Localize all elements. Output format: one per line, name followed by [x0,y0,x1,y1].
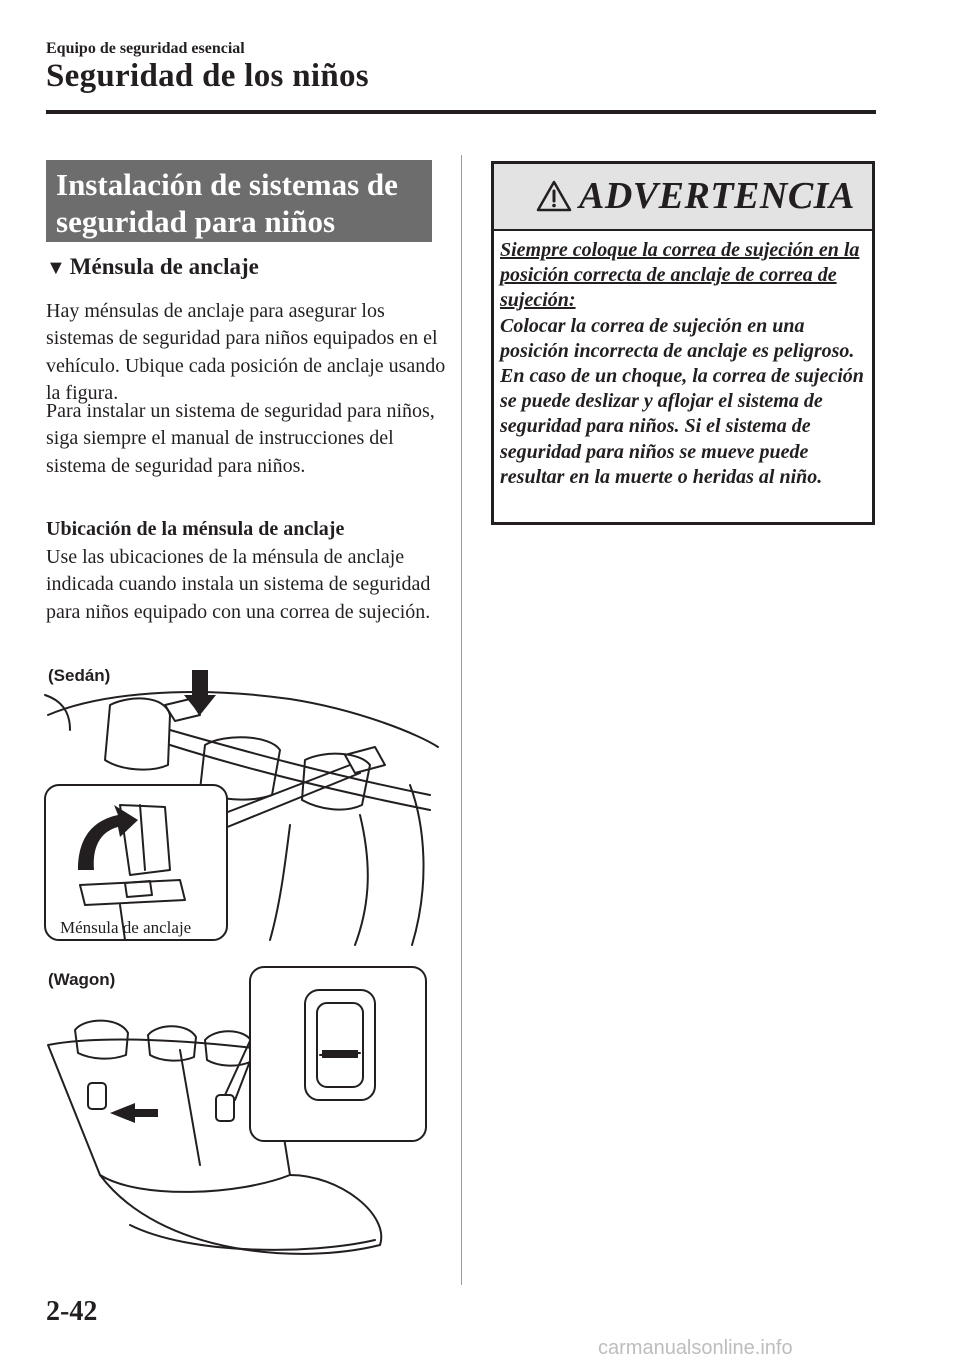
page-title: Seguridad de los niños [46,58,369,94]
headrest-left [105,698,170,769]
section-banner [46,160,432,242]
callout-anchor-bracket: Ménsula de anclaje [60,918,192,937]
anchor-bracket-wagon-right [216,1095,234,1121]
sub-heading [46,254,259,280]
warning-heading: Siempre coloque la correa de sujeción en la posición correcta de anclaje de correa de sujeción: [500,239,860,312]
banner-line-2: seguridad para niños [56,204,336,239]
page-number: 2-42 [46,1296,98,1327]
warning-box [491,161,875,525]
location-title: Ubicación de la ménsula de anclaje [46,518,345,540]
anchor-bar [322,1050,358,1058]
warning-body: Colocar la correa de sujeción en una posición incorrecta de anclaje es peligroso. En caso de un choque, la correa de sujeción se puede deslizar y aflojar el sistema de seguridad para niños. Si el sistema de seguridad para niños se mueve puede resultar en la muerte o heridas al niño. [500,314,864,488]
warning-text [500,238,868,490]
wagon-label: (Wagon) [48,970,116,989]
sub-heading-text: Ménsula de anclaje [69,254,259,279]
warning-header [494,164,872,231]
triangle-bullet-icon: ▼ [46,257,66,279]
warning-triangle-icon [536,180,572,212]
anchor-bracket-wagon-left [88,1083,106,1109]
section-kicker: Equipo de seguridad esencial [46,40,245,57]
anchor-bracket-figure [40,655,440,1275]
arrow-left-icon [110,1103,158,1123]
sedan-label: (Sedán) [48,666,111,685]
watermark: carmanualsonline.info [598,1337,793,1359]
header-rule [46,110,876,114]
banner-line-1: Instalación de sistemas de [56,167,398,202]
intro-paragraph: Hay ménsulas de anclaje para asegurar los sistemas de seguridad para niños equipados en el vehículo. Ubique cada posición de anclaje usando la figura. [46,300,446,404]
warning-title: ADVERTENCIA [579,175,855,217]
headrest-right [302,754,370,810]
location-paragraph: Use las ubicaciones de la ménsula de anclaje indicada cuando instala un sistema de seguridad para niños equipado con una correa de sujeción. [46,546,431,623]
column-divider [461,155,462,1285]
install-paragraph: Para instalar un sistema de seguridad para niños, siga siempre el manual de instrucciones del sistema de seguridad para niños. [46,400,435,477]
sedan-inset [45,785,227,940]
